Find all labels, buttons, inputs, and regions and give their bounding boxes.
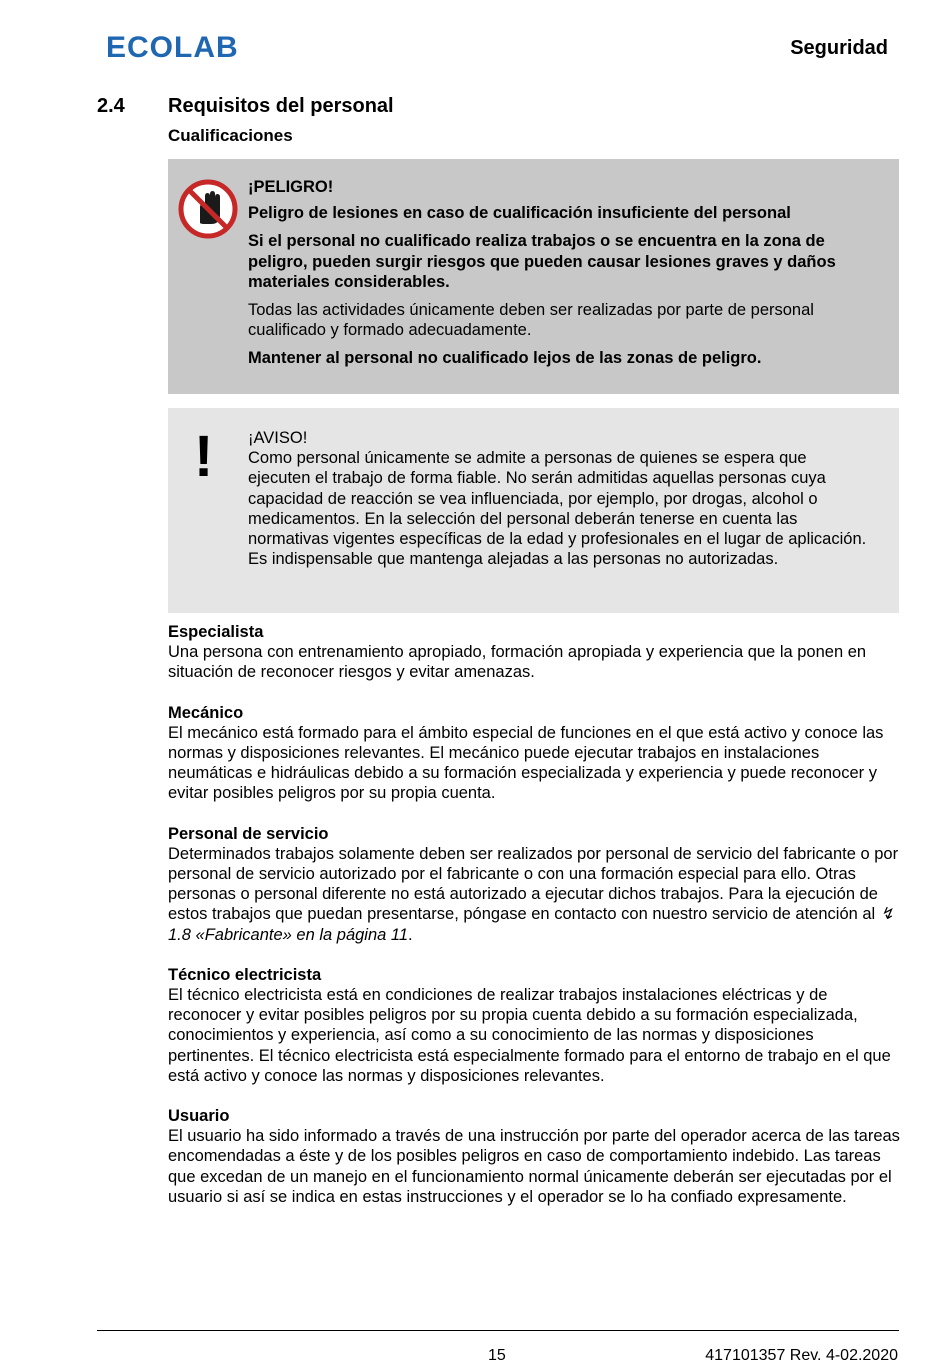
qualification-text-main: Determinados trabajos solamente deben ser realizados por personal de servicio del fabricante o por personal de servicio autorizado por el fabricante o con una formación especial para ello. Otras personas o personal diferente no está autorizado a ejecutar dichos trabajos. Para la ejecución de estos trabajos que puedan presentarse, póngase en contacto con nuestro servicio de atención al <box>168 844 899 924</box>
qualification-title: Especialista <box>168 623 264 641</box>
qualification-title: Técnico electricista <box>168 965 322 984</box>
ecolab-logo-mark <box>106 31 254 61</box>
qualification-text: El técnico electricista está en condiciones de realizar trabajos instalaciones eléctricas y de reconocer y evitar posibles peligros por su propia cuenta debido a su formación especializada, conocimientos y experiencia, así como a su conocimiento de las normas y disposiciones pertinentes. El técnico electricista está especialmente formado para el entorno de trabajo en el que está activo y conoce las normas y disposiciones relevantes. <box>168 986 891 1085</box>
danger-instruction: Mantener al personal no cualificado lejos de las zonas de peligro. <box>248 349 762 368</box>
ecolab-logo <box>106 31 254 61</box>
qualification-text: Una persona con entrenamiento apropiado, formación apropiada y experiencia que la ponen en situación de reconocer riesgos y evitar amenazas. <box>168 643 867 682</box>
section-number: 2.4 <box>97 95 125 117</box>
qualification-tecnico-electricista <box>168 965 903 1086</box>
svg-text:ECOLAB: ECOLAB <box>106 31 239 61</box>
section-subtitle: Cualificaciones <box>168 126 293 145</box>
cross-reference-text: 1.8 «Fabricante» en la página 11 <box>168 925 409 944</box>
danger-headline: Peligro de lesiones en caso de cualificación insuficiente del personal <box>248 204 791 223</box>
qualification-title: Usuario <box>168 1107 230 1126</box>
qualification-title: Personal de servicio <box>168 824 329 843</box>
qualification-usuario <box>168 1106 903 1207</box>
footer-divider <box>97 1330 899 1331</box>
qualification-title: Mecánico <box>168 703 244 722</box>
section-title: Requisitos del personal <box>168 95 394 117</box>
qualification-text <box>168 844 903 945</box>
qualification-especialista <box>168 622 903 683</box>
danger-note: Todas las actividades únicamente deben ser realizadas por parte de personal cualificado y formado adecuadamente. <box>248 301 814 340</box>
danger-signal-word: ¡PELIGRO! <box>248 178 334 196</box>
danger-box <box>168 159 899 394</box>
qualification-text: El usuario ha sido informado a través de una instrucción por parte del operador acerca de las tareas encomendadas a éste y de los posibles peligros en caso de comportamiento indebido. Las tareas que excedan de un manejo en el funcionamiento normal únicamente deberán ser ejecutadas por el usuario si así se indica en estas instrucciones y el operador se lo ha confiado expresamente. <box>168 1127 900 1206</box>
qualification-mecanico <box>168 703 903 804</box>
danger-description: Si el personal no cualificado realiza trabajos o se encuentra en la zona de peligro, pueden surgir riesgos que pueden causar lesiones graves y daños materiales considerables. <box>248 232 836 291</box>
notice-signal-word: ¡AVISO! <box>248 429 308 447</box>
arrow-reference-icon: ↯ <box>879 905 894 924</box>
notice-box <box>168 408 899 613</box>
notice-text: Como personal únicamente se admite a personas de quienes se espera que ejecuten el trabajo de forma fiable. No serán admitidas aquellas personas cuya capacidad de reacción se vea influenciada, por ejemplo, por drogas, alcohol o medicamentos. En la selección del personal deberán tenerse en cuenta las normativas vigentes específicas de la edad y profesionales en el lugar de aplicación. Es indispensable que mantenga alejadas a las personas no autorizadas. <box>248 449 867 569</box>
page-number: 15 <box>488 1347 506 1364</box>
running-header-section: Seguridad <box>790 37 888 59</box>
stop-hand-icon <box>178 179 238 244</box>
qualifications-list <box>168 622 903 1227</box>
sentence-end: . <box>408 925 413 944</box>
document-reference: 417101357 Rev. 4-02.2020 <box>705 1347 898 1364</box>
qualification-text: El mecánico está formado para el ámbito especial de funciones en el que está activo y conoce las normas y disposiciones relevantes. El mecánico puede ejecutar trabajos en instalaciones neumáticas e hidráulicas debido a su formación especializada y experiencia y puede reconocer y evitar posibles peligros por su propia cuenta. <box>168 723 884 803</box>
qualification-personal-de-servicio <box>168 824 903 945</box>
exclamation-icon: ! <box>194 424 214 489</box>
